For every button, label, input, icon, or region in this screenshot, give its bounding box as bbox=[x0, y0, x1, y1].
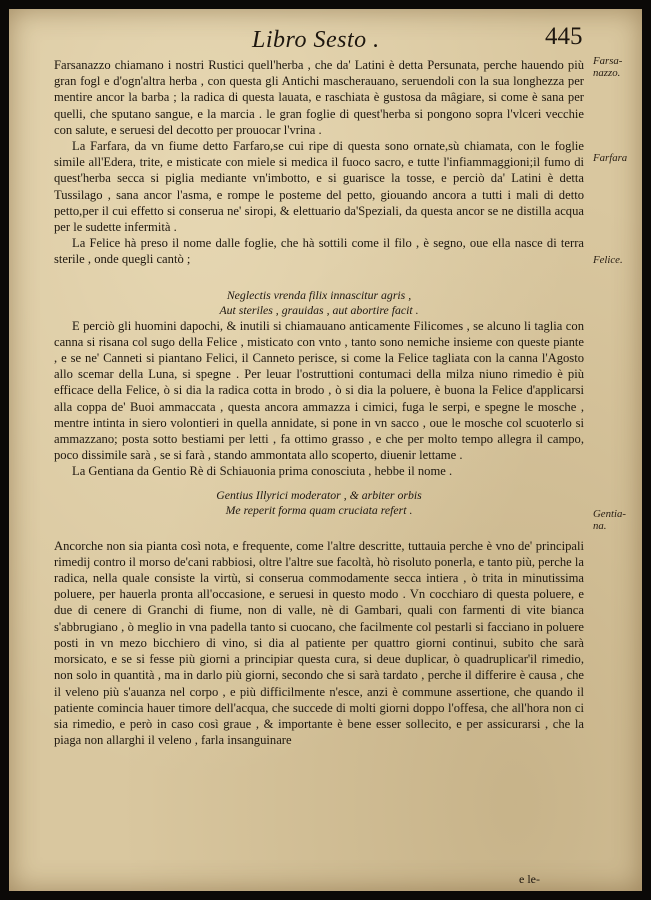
body-text bbox=[54, 57, 584, 748]
spacer bbox=[54, 518, 584, 538]
paragraph-farsanazzo: Farsanazzo chiamano i nostri Rustici quell'herba , che da' Latini è detta Persunata, perche hauendo più gran fogl e d'ogn'altra herba , con questa gli Antichi mascherauano, seruendoli con la sua longhezza per mentire ancor la barba ; la radica di questa lauata, e raschiata è gustosa da mâgiare, si come è sana per quelli, che sputano sangue, e la marcia . le gran foglie di quest'herba si pongono sopra l'vlceri vecchie con salute, e seruesi del decotto per prouocar l'vrina . bbox=[54, 58, 584, 137]
paragraph-felice-continued: E perciò gli huomini dapochi, & inutili si chiamauano anticamente Filicomes , se alcuno li taglia con canna si risana col sugo della Felice , misticato con vnto , tanto sono nemiche insieme con queste piante , e se ne' Canneti si piantano Felici, il Canneto perisce, si come la Felice tagliata con la canna l'Agosto allo scemar della Luna, si spegne . Per leuar l'ostruttioni contumaci della milza niuno rimedio è più efficace della Felice, ò si dia la radica cotta in brodo , ò si dia la poluere, è buona la Felice d'applicarsi alla coppa de' Buoi ammaccata , questa ancora ammazza i cimici, fuga le serpi, e spegne le mosche , mentre intinta in siero volontieri in quella annidate, si pone in vn sacco , oue le mosche col scuoterlo si ammazzano; posta sotto bestiami per letti , fa ottimo grasso , e che per molto tempo allegra il campo, poco dissimile sarà , se si farà , stando ammontata allo scoperto, diuenir lettame . bbox=[54, 318, 584, 463]
verse-line: Neglectis vrenda filix innascitur agris , bbox=[226, 287, 412, 302]
margin-note-farsanazzo: Farsa-nazzo. bbox=[593, 55, 623, 79]
verse-line: Gentius Illyrici moderator , & arbiter orbis bbox=[216, 487, 422, 502]
margin-note-farfara: Farfara bbox=[593, 152, 628, 164]
catchword: e le- bbox=[519, 872, 540, 886]
verse-line: Me reperit forma quam cruciata refert . bbox=[225, 502, 413, 517]
running-title: Libro Sesto . bbox=[252, 27, 380, 53]
book-page bbox=[9, 9, 642, 891]
margin-note-felice: Felice. bbox=[593, 254, 623, 266]
paragraph-farfara: La Farfara, da vn fiume detto Farfaro,se cui ripe di questa sono ornate,sù chiamata, con le foglie simile all'Edera, trite, e misticate con miele si medica il fuoco sacro, e tutte l'infiammaggioni;il fumo di quest'herba secca si piglia mediante vn'imbotto, e si guarisce la tosse, e perciò da' Latini è detta Tussilago , sana ancor l'asma, e rompe le posteme del petto, giouando ancora a tutti i mali di detto petto,per il cui effetto si conserua ne' siropi, & elettuario da'Speziali, da questa ancor se ne distilla acqua per le sudette infermità . bbox=[54, 139, 584, 235]
paragraph-gentiana-intro: La Gentiana da Gentio Rè di Schiauonia prima conosciuta , hebbe il nome . bbox=[72, 464, 453, 479]
page-number: 445 bbox=[545, 23, 583, 50]
verse-gentiana bbox=[54, 488, 584, 518]
margin-note-gentiana: Gentia-na. bbox=[593, 508, 626, 532]
verse-felice bbox=[54, 288, 584, 318]
paragraph-felice: La Felice hà preso il nome dalle foglie, che hà sottili come il filo , è segno, oue ella nasce di terra sterile , onde quegli cantò ; bbox=[54, 236, 584, 267]
page-header bbox=[9, 23, 642, 57]
verse-line: Aut steriles , grauidas , aut abortire facit . bbox=[219, 302, 419, 317]
paragraph-gentiana: Ancorche non sia pianta così nota, e frequente, come l'altre descritte, tuttauia perche è vno de' principali rimedij contro il morso de'cani rabbiosi, oltre l'altre sue facoltà, hò risoluto ponerla, e tanto più, perche la radica, nella quale consiste la virtù, si conserua commodamente secca intiera , ò trita in minutissima poluere, per hauerla pronta all'occasione, e seruesi in questo modo . Vn cocchiaro di questa poluere, e due di cenere di Granchi di fiume, non di valle, nè di Gambari, quali con farmenti di vite bianca s'abbrugiano , ò meglio in vna padella tanto si cuocano, che facilmente col pestarli si facciano in poluere posti in vn mezo bicchiero di vino, si dia al patiente per quattro giorni continui, subito che sarà morsicato, e se si fesse più giorni a principiar questa cura, si deue duplicar, ò quadruplicar'il rimedio, non solo in quantità , ma in darlo più giorni, secondo che si sarà tardato , perche il differire è causa , che il veleno più s'auanza nel corpo , e più difficilmente n'esce, anzi è commune assertione, che quando il patiente comincia hauer timore dell'acqua, che succede di molti giorni doppo l'offesa, che all'hora non ci sia rimedio, e però in caso così graue , & importante è bene esser sollecito, e per assicurarsi , che la piaga non allarghi il veleno , farla insanguinare bbox=[54, 538, 584, 748]
